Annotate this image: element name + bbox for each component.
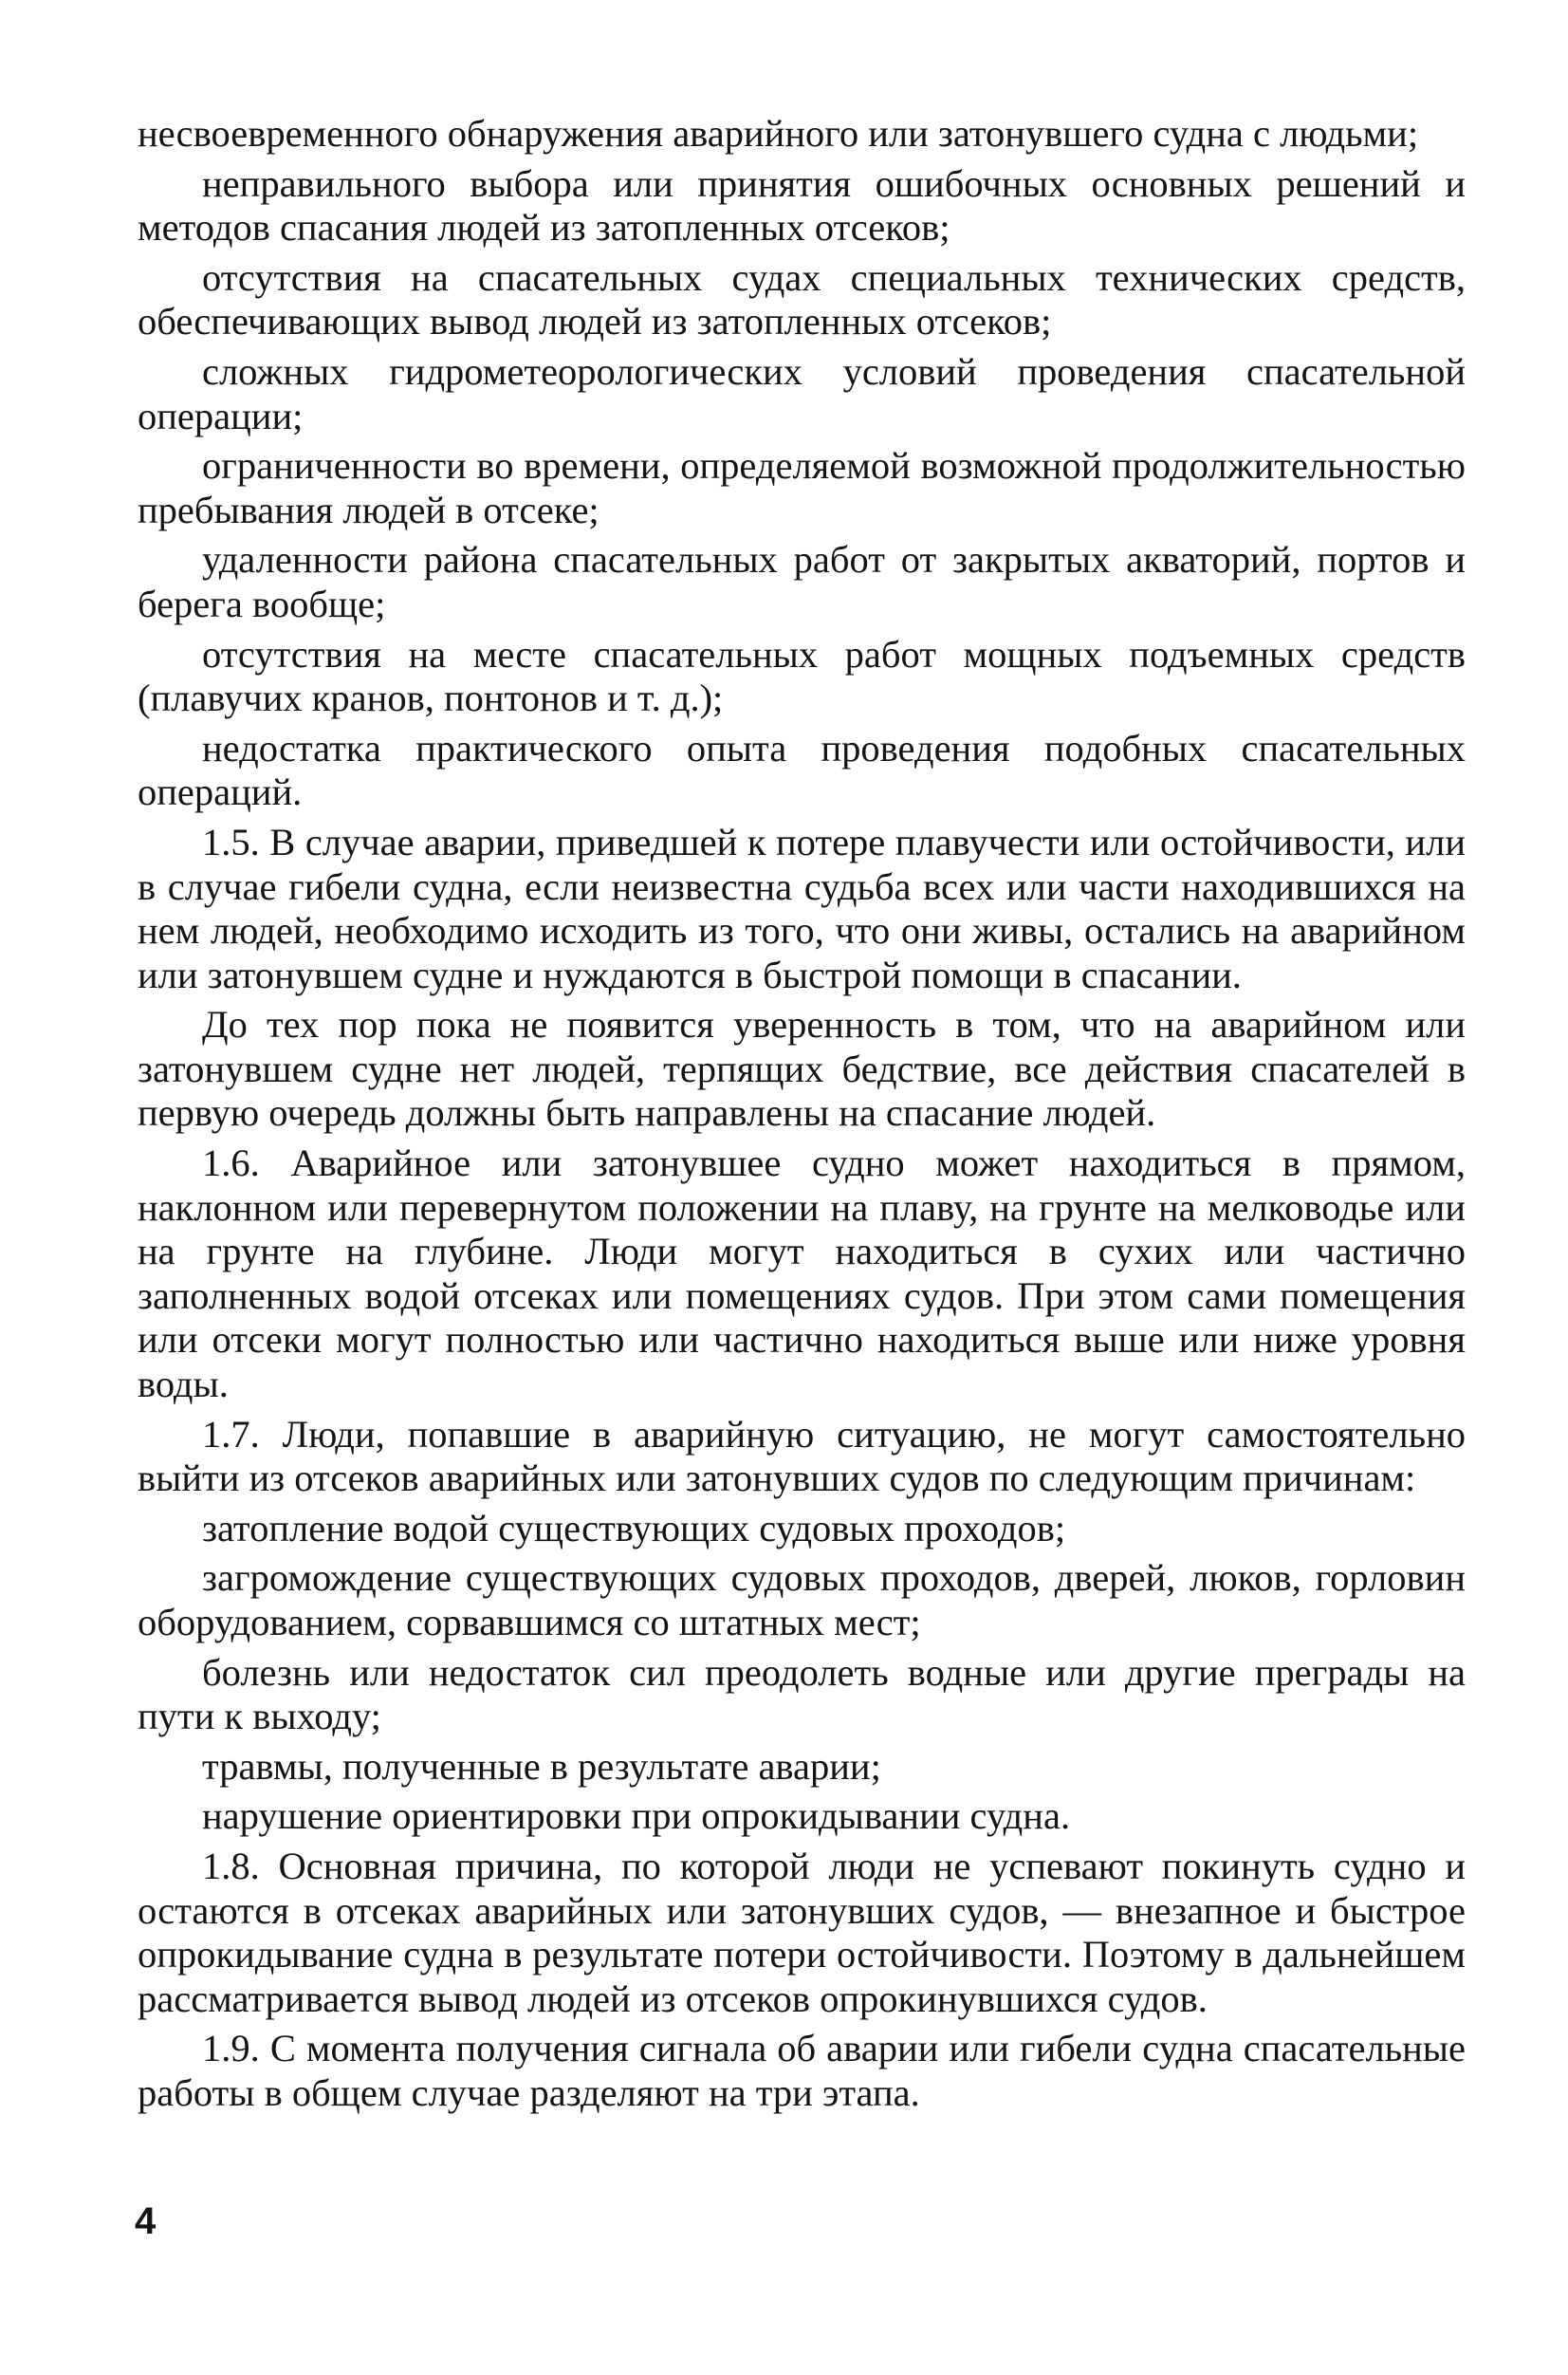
paragraph-weather-conditions: сложных гидрометеорологических условий проведения спасательной операции;: [138, 349, 1466, 437]
paragraph-disorientation: нарушение ориентировки при опрокидывании судна.: [202, 1794, 1071, 1838]
paragraph-late-detection: несвоевременного обнаружения аварийного или затонувшего судна с людьми;: [138, 112, 1419, 155]
paragraph-illness: болезнь или недостаток сил преодолеть водные или другие преграды на пути к выходу;: [138, 1650, 1466, 1738]
paragraph-section-1-6: 1.6. Аварийное или затонувшее судно может находиться в прямом, наклонном или перевернутом положении на плаву, на грунте на мелководье или на грунте на глубине. Люди могут находиться в сухих или частично заполненных водой отсеках или помещениях судов. При этом сами помещения или отсеки могут полностью или частично находиться выше или ниже уровня воды.: [138, 1141, 1466, 1406]
paragraph-remoteness: удаленности района спасательных работ от закрытых акваторий, портов и берега вообще;: [138, 538, 1466, 625]
paragraph-wrong-decisions: неправильного выбора или принятия ошибочных основных решений и методов спасания людей из затопленных отсеков;: [138, 161, 1466, 250]
paragraph-lack-of-equipment: отсутствия на спасательных судах специальных технических средств, обеспечивающих вывод людей из затопленных отсеков;: [138, 255, 1466, 343]
paragraph-section-1-9: 1.9. С момента получения сигнала об аварии или гибели судна спасательные работы в общем случае разделяют на три этапа.: [138, 2027, 1466, 2114]
paragraph-section-1-5: 1.5. В случае аварии, приведшей к потере плавучести или остойчивости, или в случае гибели судна, если неизвестна судьба всех или части находившихся на нем людей, необходимо исходить из того, что они живы, остались на аварийном или затонувшем судне и нуждаются в быстрой помощи в спасании.: [138, 820, 1466, 996]
paragraph-section-1-8: 1.8. Основная причина, по которой люди не успевают покинуть судно и остаются в отсеках аварийных или затонувших судов, — внезапное и быстрое опрокидывание судна в результате потери остойчивости. Поэтому в дальнейшем рассматривается вывод людей из отсеков опрокинувшихся судов.: [138, 1844, 1466, 2020]
paragraph-flooding: затопление водой существующих судовых проходов;: [202, 1506, 1066, 1549]
paragraph-experience: недостатка практического опыта проведения подобных спасательных операций.: [138, 726, 1466, 814]
paragraph-section-1-7: 1.7. Люди, попавшие в аварийную ситуацию, не могут самостоятельно выйти из отсеков аварийных или затонувших судов по следующим причинам:: [138, 1412, 1466, 1500]
paragraph-rescue-priority: До тех пор пока не появится уверенность в том, что на аварийном или затонувшем судне нет людей, терпящих бедствие, все действия спасателей в первую очередь должны быть направлены на спасание людей.: [138, 1003, 1466, 1135]
page-number: 4: [135, 2200, 157, 2242]
paragraph-injuries: травмы, полученные в результате аварии;: [202, 1744, 881, 1788]
page-body: [138, 112, 1466, 2122]
paragraph-time-limits: ограниченности во времени, определяемой возможной продолжительностью пребывания людей в отсеке;: [138, 444, 1466, 531]
paragraph-obstruction: загромождение существующих судовых проходов, дверей, люков, горловин оборудованием, сорвавшимся со штатных мест;: [138, 1556, 1466, 1643]
paragraph-lifting-means: отсутствия на месте спасательных работ мощных подъемных средств (плавучих кранов, понтонов и т. д.);: [138, 632, 1466, 720]
